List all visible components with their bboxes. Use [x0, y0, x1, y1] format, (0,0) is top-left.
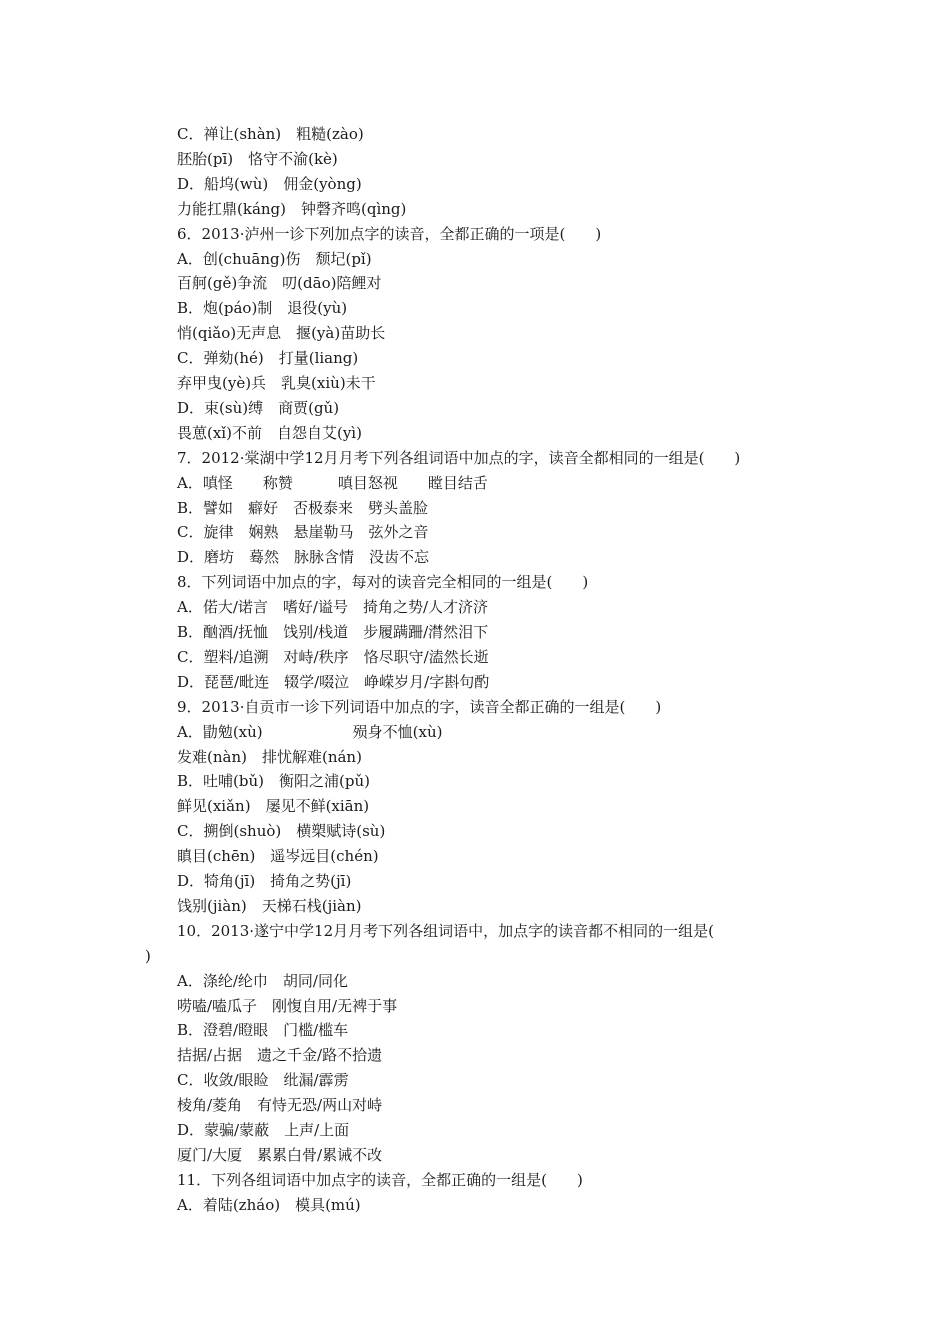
text-line: A．偌大/诺言 嗜好/谥号 掎角之势/人才济济	[177, 598, 488, 617]
text-line: )	[145, 946, 151, 965]
text-line: 7．2012·棠湖中学12月月考下列各组词语中加点的字，读音全都相同的一组是( )	[177, 448, 741, 467]
text-line: A．嗔怪 称赞 嗔目怒视 瞠目结舌	[177, 473, 488, 492]
text-line: 10．2013·遂宁中学12月月考下列各组词语中，加点字的读音都不相同的一组是(	[177, 921, 714, 940]
text-line: 厦门/大厦 累累白骨/累诫不改	[177, 1145, 383, 1164]
text-line: A．勖勉(xù) 殒身不恤(xù)	[177, 722, 443, 741]
text-line: C．旋律 娴熟 悬崖勒马 弦外之音	[177, 523, 429, 542]
text-line: 瞋目(chēn) 遥岑远目(chén)	[177, 847, 379, 866]
text-line: C．塑料/追溯 对峙/秩序 恪尽职守/溘然长逝	[177, 647, 489, 666]
text-line: D．琵琶/毗连 辍学/啜泣 峥嵘岁月/字斟句酌	[177, 672, 490, 691]
text-line: B．澄碧/瞪眼 门槛/槛车	[177, 1021, 349, 1040]
text-line: C．搠倒(shuò) 横槊赋诗(sù)	[177, 822, 386, 841]
text-line: D．蒙骗/蒙蔽 上声/上面	[177, 1121, 350, 1139]
text-line: 胚胎(pī) 恪守不渝(kè)	[177, 149, 338, 168]
text-line: 11．下列各组词语中加点字的读音，全都正确的一组是( )	[177, 1170, 583, 1189]
text-line: 畏葸(xǐ)不前 自怨自艾(yì)	[177, 423, 362, 442]
text-line: B．炮(páo)制 退役(yù)	[177, 299, 348, 318]
text-line: 百舸(gě)争流 叨(dāo)陪鲤对	[177, 274, 382, 293]
text-line: C．禅让(shàn) 粗糙(zào)	[177, 125, 364, 143]
text-line: C．收敛/眼睑 纰漏/霹雳	[177, 1071, 349, 1090]
text-line: B．酗酒/抚恤 饯别/栈道 步履蹒跚/潸然泪下	[177, 623, 489, 641]
text-line: 鲜见(xiǎn) 屡见不鲜(xiān)	[177, 797, 370, 816]
text-line: A．创(chuāng)伤 颓圮(pǐ)	[177, 249, 372, 268]
text-line: 发难(nàn) 排忧解难(nán)	[177, 747, 362, 766]
text-line: C．弹劾(hé) 打量(liang)	[177, 349, 359, 368]
text-line: 力能扛鼎(káng) 钟磬齐鸣(qìng)	[177, 199, 407, 218]
text-line: A．涤纶/纶巾 胡同/同化	[177, 971, 348, 990]
text-line: A．着陆(zháo) 模具(mú)	[177, 1195, 361, 1214]
text-line: 拮据/占据 遗之千金/路不拾遗	[177, 1046, 383, 1065]
text-line: 唠嗑/嗑瓜子 刚愎自用/无裨于事	[177, 996, 398, 1015]
text-line: 悄(qiǎo)无声息 揠(yà)苗助长	[177, 324, 386, 343]
text-line: 6．2013·泸州一诊下列加点字的读音，全都正确的一项是( )	[177, 224, 602, 243]
text-line: D．束(sù)缚 商贾(gǔ)	[177, 398, 340, 417]
text-line: 饯别(jiàn) 天梯石栈(jiàn)	[177, 896, 362, 915]
text-line: 8．下列词语中加点的字，每对的读音完全相同的一组是( )	[177, 573, 589, 592]
text-line: 9．2013·自贡市一诊下列词语中加点的字，读音全都正确的一组是( )	[177, 697, 662, 716]
text-line: D．船坞(wù) 佣金(yòng)	[177, 174, 362, 193]
text-line: 棱角/菱角 有恃无恐/两山对峙	[177, 1096, 383, 1115]
text-line: B．吐哺(bǔ) 衡阳之浦(pǔ)	[177, 772, 370, 791]
text-line: D．磨坊 蓦然 脉脉含情 没齿不忘	[177, 548, 430, 567]
text-line: 弃甲曳(yè)兵 乳臭(xiù)未干	[177, 374, 376, 392]
text-line: D．犄角(jī) 掎角之势(jī)	[177, 872, 352, 890]
text-line: B．譬如 癖好 否极泰来 劈头盖脸	[177, 498, 429, 517]
